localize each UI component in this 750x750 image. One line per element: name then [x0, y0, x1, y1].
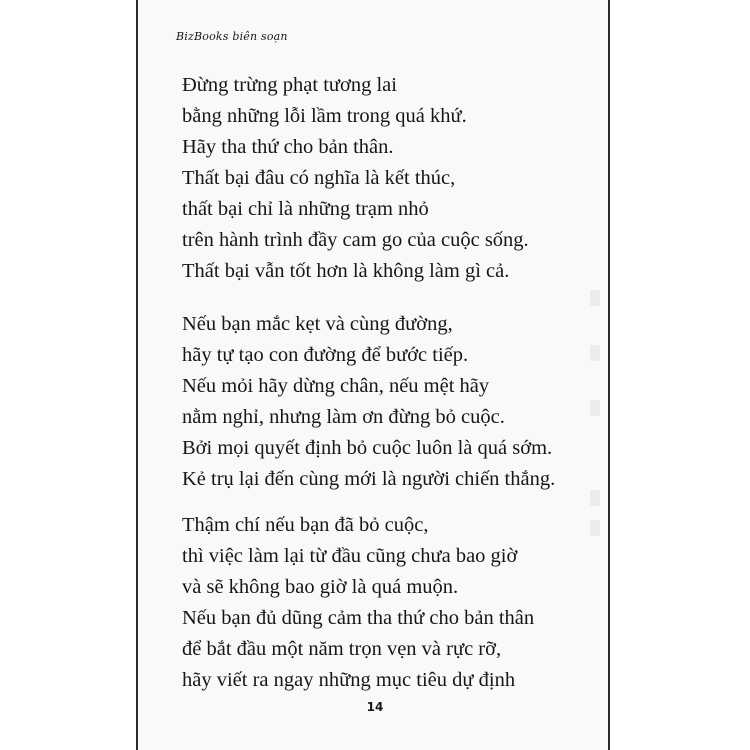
bleed-through-mark [590, 400, 600, 416]
stanza-line: bằng những lỗi lầm trong quá khứ. [182, 105, 467, 127]
bleed-through-mark [590, 520, 600, 536]
stanza-line: Nếu mỏi hãy dừng chân, nếu mệt hãy [182, 375, 490, 397]
stanza-line: Hãy tha thứ cho bản thân. [182, 136, 394, 158]
stanza-line: Đừng trừng phạt tương lai [182, 74, 397, 96]
stanza-line: Bởi mọi quyết định bỏ cuộc luôn là quá sớm. [182, 437, 553, 459]
bleed-through-mark [590, 490, 600, 506]
right-margin [610, 0, 750, 750]
stanza-line: thì việc làm lại từ đầu cũng chưa bao giờ [182, 545, 518, 567]
book-page [136, 0, 610, 750]
stanza-line: để bắt đầu một năm trọn vẹn và rực rỡ, [182, 638, 502, 660]
stanza-line: Thất bại đâu có nghĩa là kết thúc, [182, 167, 456, 189]
stanza-3 [182, 510, 534, 696]
stanza-line: thất bại chỉ là những trạm nhỏ [182, 198, 429, 220]
running-head: BizBooks biên soạn [176, 30, 288, 43]
bleed-through-mark [590, 290, 600, 306]
stanza-line: Kẻ trụ lại đến cùng mới là người chiến thắng. [182, 468, 556, 490]
stanza-line: trên hành trình đầy cam go của cuộc sống. [182, 229, 529, 251]
page-number: 14 [366, 700, 384, 714]
stanza-line: Thậm chí nếu bạn đã bỏ cuộc, [182, 514, 429, 536]
bleed-through-mark [590, 345, 600, 361]
stanza-line: hãy tự tạo con đường để bước tiếp. [182, 344, 469, 366]
stanza-line: hãy viết ra ngay những mục tiêu dự định [182, 669, 516, 691]
stanza-line: Nếu bạn mắc kẹt và cùng đường, [182, 313, 453, 335]
stanza-line: và sẽ không bao giờ là quá muộn. [182, 576, 459, 598]
stanza-2 [182, 309, 555, 495]
stanza-line: Thất bại vẫn tốt hơn là không làm gì cả. [182, 260, 510, 282]
stanza-line: Nếu bạn đủ dũng cảm tha thứ cho bản thân [182, 607, 535, 629]
left-margin [0, 0, 136, 750]
stanza-line: nằm nghỉ, nhưng làm ơn đừng bỏ cuộc. [182, 406, 505, 428]
stanza-1 [182, 70, 529, 287]
